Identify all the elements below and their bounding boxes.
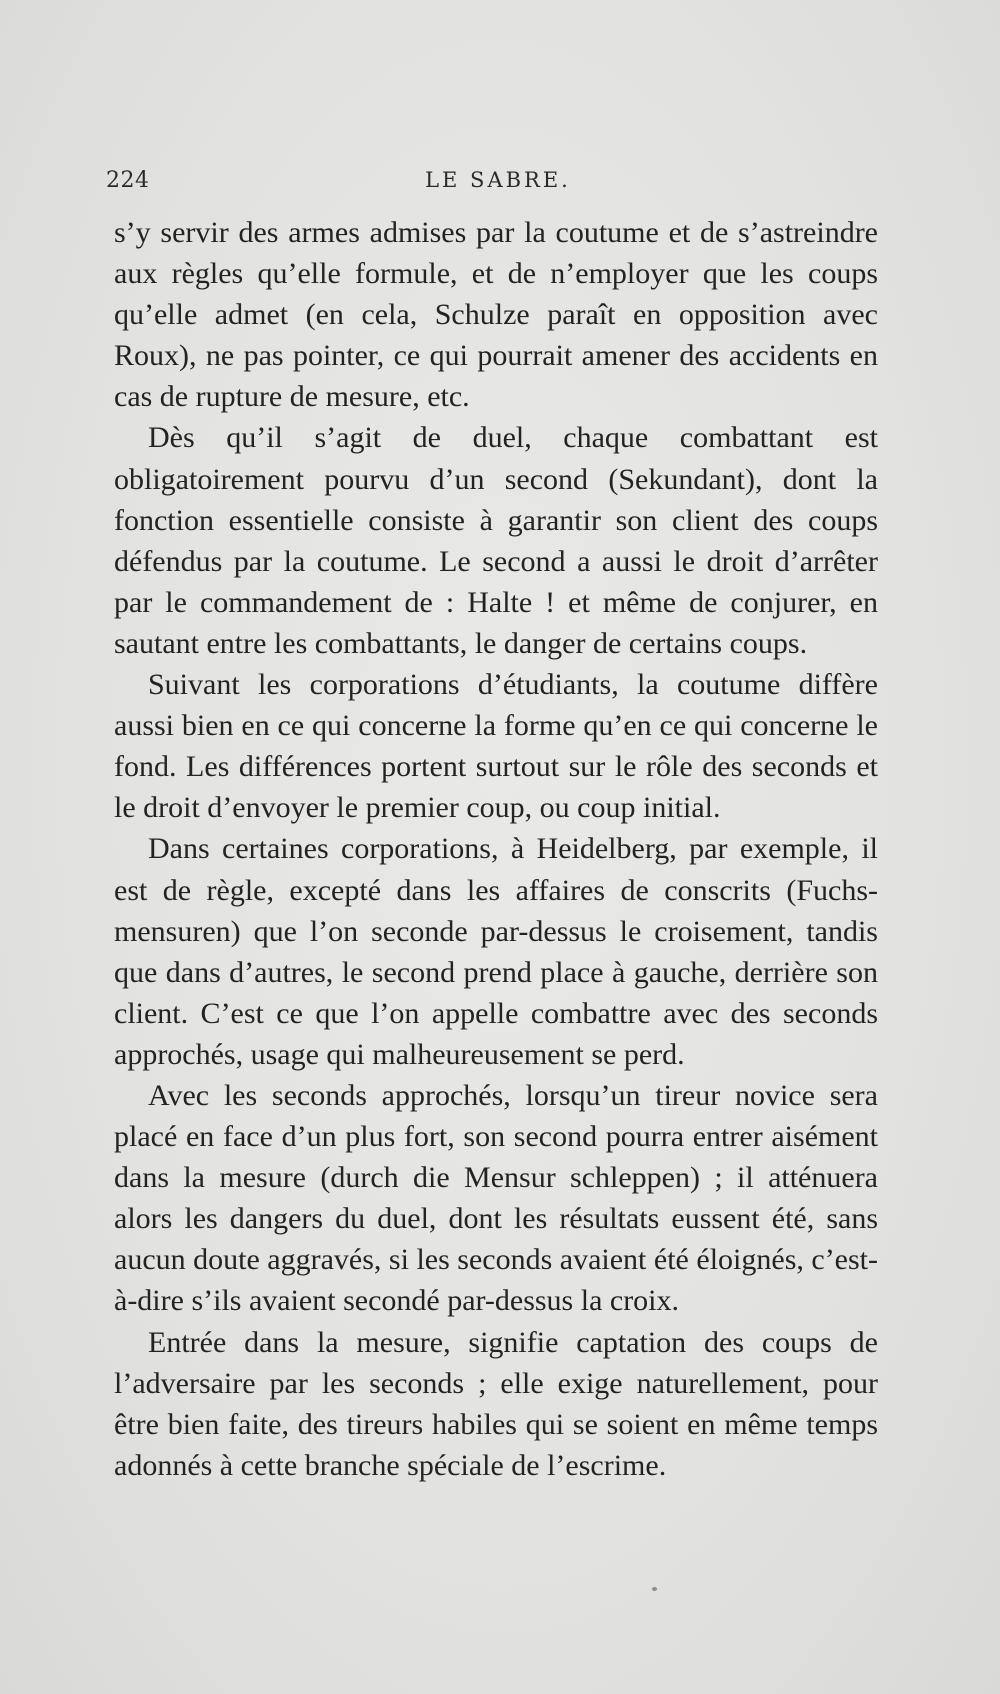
running-title: LE SABRE. — [425, 168, 571, 192]
paragraph-duel-second: Dès qu’il s’agit de duel, chaque combattant est obligatoirement pourvu d’un second (Sekundant), dont la fonction essentielle consiste à garantir son client des coups défendus par la coutume. Le second a aussi le droit d’arrêter par le commandement de : Halte ! et même de conjurer, en sautant entre les combattants, le danger de certains coups. — [114, 421, 878, 660]
paragraph-approached-seconds: Avec les seconds approchés, lorsqu’un tireur novice sera placé en face d’un plus fort, son second pourra entrer aisément dans la mesure (durch die Mensur schleppen) ; il atténuera alors les dangers du duel, dont les résultats eussent été, sans aucun doute aggravés, si les seconds avaient été éloignés, c’est-à-dire s’ils avaient secondé par-dessus la croix. — [114, 1078, 878, 1318]
paragraph-entering-measure: Entrée dans la mesure, signifie captation des coups de l’adversaire par les seconds ; elle exige naturellement, pour être bien faite, des tireurs habiles qui se soient en même temps adonnés à cette branche spéciale de l’escrime. — [114, 1325, 878, 1482]
paragraph-corporations-custom: Suivant les corporations d’étudiants, la coutume diffère aussi bien en ce qui concerne la forme qu’en ce qui concerne le fond. Les différences portent surtout sur le rôle des seconds et le droit d’envoyer le premier coup, ou coup initial. — [114, 668, 878, 825]
body-text — [114, 212, 878, 1486]
paper-speck — [652, 1587, 657, 1591]
page-number: 224 — [106, 168, 150, 193]
paragraph-heidelberg: Dans certaines corporations, à Heidelberg, par exemple, il est de règle, excepté dans les affaires de conscrits (Fuchs-mensuren) que l’on seconde par-dessus le croisement, tandis que dans d’autres, le second prend place à gauche, derrière son client. C’est ce que l’on appelle combattre avec des seconds approchés, usage qui malheureusement se perd. — [114, 832, 878, 1071]
paragraph-continuation: s’y servir des armes admises par la coutume et de s’astreindre aux règles qu’elle formule, et de n’employer que les coups qu’elle admet (en cela, Schulze paraît en opposition avec Roux), ne pas pointer, ce qui pourrait amener des accidents en cas de rupture de mesure, etc. — [114, 216, 878, 414]
page-header — [106, 168, 890, 202]
